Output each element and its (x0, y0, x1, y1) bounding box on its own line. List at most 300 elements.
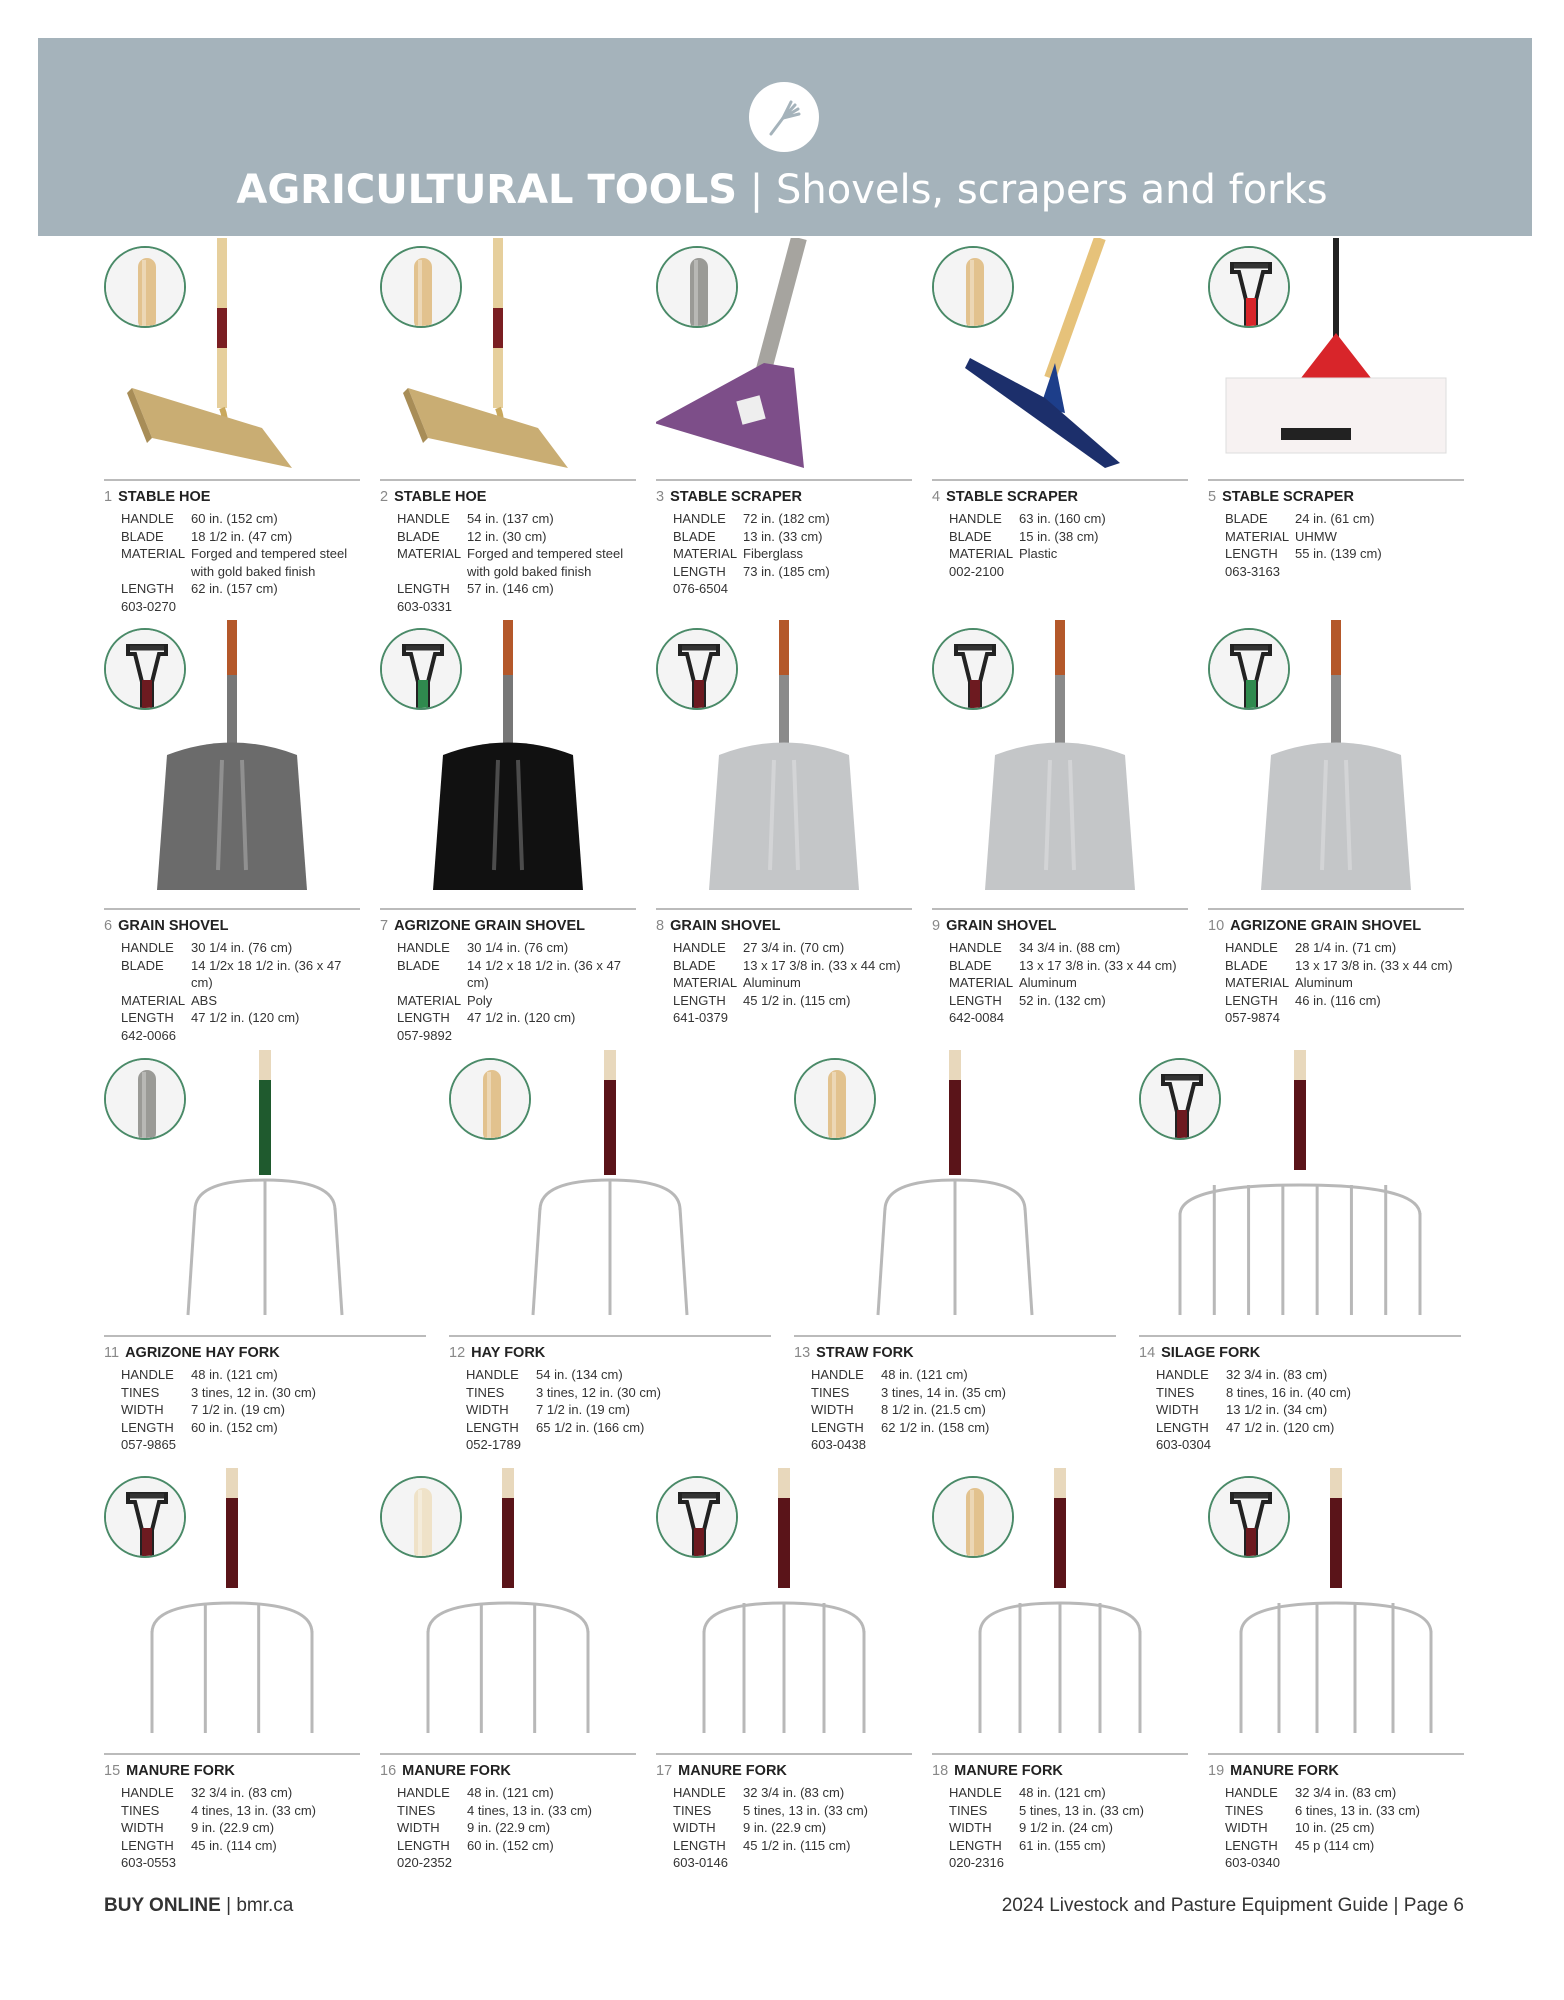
page-number: Page 6 (1403, 1895, 1464, 1916)
spec-value: 32 3/4 in. (83 cm) (743, 1785, 845, 1800)
spec-value: Forged and tempered steel with gold baked finish (191, 546, 348, 579)
divider (449, 1335, 771, 1337)
spec-value: 48 in. (121 cm) (191, 1367, 278, 1382)
spec-value: 4 tines, 13 in. (33 cm) (191, 1802, 316, 1818)
spec-label: TINES (673, 1802, 712, 1818)
spec-label: LENGTH (121, 581, 174, 597)
spec-label: LENGTH (397, 1837, 450, 1853)
spec-row (466, 1366, 706, 1384)
spec-row (466, 1419, 706, 1437)
product-title (104, 1345, 280, 1361)
product-title (104, 1763, 235, 1779)
spec-value: Fiberglass (743, 546, 803, 562)
product-name: STRAW FORK (816, 1345, 914, 1361)
spec-list (673, 510, 913, 598)
spec-row (949, 545, 1189, 563)
spec-row (121, 1419, 361, 1437)
spec-label: WIDTH (466, 1402, 509, 1418)
spec-list (949, 1784, 1189, 1872)
handle-swatch (104, 1476, 186, 1558)
product-title (1139, 1345, 1260, 1361)
spec-row (673, 974, 913, 992)
spec-value: 60 in. (152 cm) (467, 1837, 554, 1853)
product-card[interactable] (1208, 1468, 1464, 1873)
spec-value: 14 1/2 x 18 1/2 in. (36 x 47 cm) (467, 957, 621, 991)
product-sku: 603-0438 (811, 1437, 866, 1453)
product-number: 9 (932, 918, 941, 934)
handle-swatch (104, 246, 186, 328)
spec-label: BLADE (949, 957, 992, 973)
spec-value: 62 1/2 in. (158 cm) (881, 1419, 990, 1435)
spec-value: 13 in. (33 cm) (743, 528, 823, 544)
divider (1139, 1335, 1461, 1337)
spec-label: HANDLE (397, 1785, 450, 1800)
spec-value: 6 tines, 13 in. (33 cm) (1295, 1802, 1420, 1818)
handle-swatch (1208, 246, 1290, 328)
spec-row (1156, 1401, 1396, 1419)
spec-row (466, 1401, 706, 1419)
product-name: AGRIZONE HAY FORK (125, 1345, 280, 1361)
spec-list (121, 1366, 361, 1454)
spec-label: TINES (466, 1384, 505, 1400)
spec-value: 15 in. (38 cm) (1019, 528, 1099, 544)
section-title: AGRICULTURAL TOOLS (236, 167, 738, 213)
product-name: GRAIN SHOVEL (118, 918, 229, 934)
spec-row (673, 1802, 913, 1820)
spec-value: 13 x 17 3/8 in. (33 x 44 cm) (743, 957, 901, 973)
spec-label: LENGTH (121, 1010, 174, 1026)
spec-label: LENGTH (811, 1419, 864, 1435)
spec-row (1225, 957, 1465, 975)
spec-label: HANDLE (121, 1367, 174, 1382)
divider (104, 908, 360, 910)
divider (656, 1753, 912, 1755)
product-card[interactable] (104, 238, 360, 614)
product-name: MANURE FORK (402, 1763, 511, 1779)
spec-label: MATERIAL (121, 992, 186, 1008)
spec-row (673, 545, 913, 563)
divider (656, 479, 912, 481)
spec-label: MATERIAL (397, 992, 462, 1008)
spec-label: HANDLE (121, 1785, 174, 1800)
divider (656, 908, 912, 910)
spec-row (121, 939, 361, 957)
product-card[interactable] (656, 620, 912, 1028)
product-card[interactable] (794, 1050, 1116, 1455)
spec-row (1225, 528, 1465, 546)
product-card[interactable] (104, 1050, 426, 1455)
spec-label: BLADE (397, 957, 440, 973)
divider (1208, 479, 1464, 481)
product-name: GRAIN SHOVEL (670, 918, 781, 934)
spec-label: BLADE (673, 528, 716, 544)
divider (104, 479, 360, 481)
spec-row (1225, 1784, 1465, 1802)
spec-list (397, 939, 637, 1045)
spec-row (1156, 1366, 1396, 1384)
spec-label: WIDTH (949, 1820, 992, 1836)
spec-list (811, 1366, 1051, 1454)
product-number: 4 (932, 489, 941, 505)
spec-row (121, 510, 361, 528)
spec-value: 5 tines, 13 in. (33 cm) (1019, 1802, 1144, 1818)
spec-value: 8 1/2 in. (21.5 cm) (881, 1402, 986, 1418)
spec-value: 4 tines, 13 in. (33 cm) (467, 1802, 592, 1818)
spec-list (949, 510, 1189, 580)
product-number: 1 (104, 489, 113, 505)
divider (932, 479, 1188, 481)
spec-row (949, 510, 1189, 528)
footer-separator: | (226, 1895, 232, 1916)
divider (380, 1753, 636, 1755)
spec-row (121, 992, 361, 1010)
spec-value: 24 in. (61 cm) (1295, 511, 1375, 526)
spec-value: 7 1/2 in. (19 cm) (191, 1402, 285, 1418)
spec-label: BLADE (949, 528, 992, 544)
spec-row (673, 563, 913, 581)
spec-row (397, 510, 637, 528)
product-card[interactable] (449, 1050, 771, 1455)
spec-row (397, 1784, 637, 1802)
product-name: STABLE SCRAPER (946, 489, 1078, 505)
product-sku: 057-9874 (1225, 1010, 1280, 1026)
spec-row (673, 957, 913, 975)
spec-value: 3 tines, 12 in. (30 cm) (191, 1384, 316, 1400)
product-title (932, 489, 1078, 505)
product-title (794, 1345, 914, 1361)
product-name: STABLE SCRAPER (1222, 489, 1354, 505)
spec-label: HANDLE (121, 511, 174, 526)
spec-row (1225, 974, 1465, 992)
product-card[interactable] (1208, 620, 1464, 1028)
spec-label: BLADE (673, 957, 716, 973)
product-sku: 642-0084 (949, 1010, 1004, 1026)
spec-label: HANDLE (673, 1785, 726, 1800)
spec-value: 10 in. (25 cm) (1295, 1820, 1375, 1836)
product-name: MANURE FORK (678, 1763, 787, 1779)
product-name: AGRIZONE GRAIN SHOVEL (1230, 918, 1422, 934)
spec-row (466, 1384, 706, 1402)
handle-swatch (1208, 1476, 1290, 1558)
spec-row (673, 939, 913, 957)
product-card[interactable] (1208, 238, 1464, 599)
spec-label: BLADE (121, 957, 164, 973)
spec-value: 47 1/2 in. (120 cm) (1226, 1419, 1335, 1435)
spec-row (673, 1837, 913, 1855)
spec-row (673, 1784, 913, 1802)
product-title (380, 489, 486, 505)
spec-value: 54 in. (137 cm) (467, 511, 554, 526)
product-number: 2 (380, 489, 389, 505)
product-number: 7 (380, 918, 389, 934)
spec-row (949, 957, 1189, 975)
spec-row (121, 580, 361, 598)
spec-label: MATERIAL (949, 975, 1014, 991)
product-card[interactable] (380, 238, 636, 614)
spec-list (397, 510, 637, 616)
product-sku: 603-0146 (673, 1855, 728, 1871)
spec-row (121, 1009, 361, 1027)
spec-label: HANDLE (949, 940, 1002, 955)
spec-row (1225, 1837, 1465, 1855)
spec-label: HANDLE (673, 511, 726, 526)
spec-label: TINES (121, 1384, 160, 1400)
product-name: MANURE FORK (126, 1763, 235, 1779)
product-sku: 020-2352 (397, 1855, 452, 1871)
spec-label: HANDLE (1156, 1367, 1209, 1382)
spec-row (121, 1819, 361, 1837)
spec-value: 9 1/2 in. (24 cm) (1019, 1820, 1113, 1836)
page-title (0, 165, 1564, 215)
spec-label: MATERIAL (949, 546, 1014, 562)
product-number: 12 (449, 1345, 466, 1361)
spec-row (397, 957, 637, 992)
spec-label: LENGTH (949, 1837, 1002, 1853)
spec-row (1225, 1802, 1465, 1820)
spec-row (121, 1784, 361, 1802)
spec-value: 13 x 17 3/8 in. (33 x 44 cm) (1019, 957, 1177, 973)
product-sku: 020-2316 (949, 1855, 1004, 1871)
spec-row (811, 1401, 1051, 1419)
handle-swatch (932, 246, 1014, 328)
spec-label: HANDLE (397, 511, 450, 526)
product-title (1208, 918, 1421, 934)
spec-value: 9 in. (22.9 cm) (743, 1820, 827, 1836)
spec-label: WIDTH (811, 1402, 854, 1418)
spec-value: 9 in. (22.9 cm) (191, 1820, 275, 1836)
handle-swatch (380, 246, 462, 328)
spec-row (121, 1802, 361, 1820)
spec-value: 12 in. (30 cm) (467, 528, 547, 544)
product-number: 13 (794, 1345, 811, 1361)
spec-value: 45 1/2 in. (115 cm) (743, 992, 851, 1008)
product-name: SILAGE FORK (1161, 1345, 1261, 1361)
footer-buy-online (104, 1895, 293, 1917)
website-link[interactable]: bmr.ca (236, 1895, 294, 1916)
spec-row (1225, 992, 1465, 1010)
spec-value: 30 1/4 in. (76 cm) (467, 940, 569, 955)
divider (104, 1753, 360, 1755)
spec-row (673, 528, 913, 546)
spec-label: MATERIAL (397, 546, 462, 562)
product-card[interactable] (1139, 1050, 1461, 1455)
spec-row (121, 1366, 361, 1384)
product-number: 19 (1208, 1763, 1225, 1779)
spec-label: LENGTH (673, 992, 726, 1008)
spec-label: TINES (1225, 1802, 1264, 1818)
spec-value: 52 in. (132 cm) (1019, 992, 1106, 1008)
spec-label: BLADE (397, 528, 440, 544)
spec-row (121, 957, 361, 992)
handle-swatch (104, 1058, 186, 1140)
spec-value: Poly (467, 992, 493, 1008)
divider (1208, 908, 1464, 910)
spec-row (121, 1837, 361, 1855)
spec-value: 32 3/4 in. (83 cm) (1295, 1785, 1397, 1800)
product-card[interactable] (932, 238, 1188, 599)
product-card[interactable] (380, 620, 636, 1043)
product-sku: 057-9865 (121, 1437, 176, 1453)
product-name: HAY FORK (471, 1345, 546, 1361)
spec-row (949, 974, 1189, 992)
spec-value: 47 1/2 in. (120 cm) (191, 1010, 300, 1026)
product-card[interactable] (104, 1468, 360, 1873)
spec-value: 45 1/2 in. (115 cm) (743, 1837, 851, 1853)
spec-value: 54 in. (134 cm) (536, 1367, 623, 1382)
product-sku: 641-0379 (673, 1010, 728, 1026)
spec-value: 47 1/2 in. (120 cm) (467, 1010, 576, 1026)
spec-label: LENGTH (1225, 1837, 1278, 1853)
spec-row (1225, 1819, 1465, 1837)
spec-label: LENGTH (397, 1010, 450, 1026)
spec-row (673, 510, 913, 528)
product-number: 17 (656, 1763, 673, 1779)
product-name: MANURE FORK (954, 1763, 1063, 1779)
product-number: 10 (1208, 918, 1225, 934)
spec-label: WIDTH (673, 1820, 716, 1836)
spec-list (673, 939, 913, 1027)
spec-label: WIDTH (1156, 1402, 1199, 1418)
buy-online-label: BUY ONLINE (104, 1895, 221, 1916)
product-number: 11 (104, 1345, 120, 1361)
spec-value: 45 p (114 cm) (1295, 1837, 1375, 1853)
product-number: 6 (104, 918, 113, 934)
product-sku: 002-2100 (949, 563, 1004, 579)
spec-value: 8 tines, 16 in. (40 cm) (1226, 1384, 1351, 1400)
spec-label: LENGTH (121, 1419, 174, 1435)
spec-row (949, 939, 1189, 957)
spec-row (397, 545, 637, 580)
spec-list (1225, 1784, 1465, 1872)
spec-list (466, 1366, 706, 1454)
spec-label: TINES (121, 1802, 160, 1818)
spec-value: 60 in. (152 cm) (191, 1419, 278, 1435)
product-title (932, 918, 1056, 934)
divider (380, 908, 636, 910)
handle-swatch (1139, 1058, 1221, 1140)
product-title (656, 918, 780, 934)
handle-swatch (380, 1476, 462, 1558)
product-name: MANURE FORK (1230, 1763, 1339, 1779)
spec-row (811, 1419, 1051, 1437)
spec-label: HANDLE (673, 940, 726, 955)
product-card[interactable] (104, 620, 360, 1043)
spec-value: 3 tines, 14 in. (35 cm) (881, 1384, 1006, 1400)
spec-row (121, 1384, 361, 1402)
spec-list (121, 939, 361, 1045)
spec-row (1225, 510, 1465, 528)
spec-label: HANDLE (466, 1367, 519, 1382)
product-card[interactable] (380, 1468, 636, 1873)
spec-value: 73 in. (185 cm) (743, 563, 830, 579)
spec-list (397, 1784, 637, 1872)
product-sku: 603-0340 (1225, 1855, 1280, 1871)
spec-label: BLADE (121, 528, 164, 544)
divider (794, 1335, 1116, 1337)
spec-value: Aluminum (1019, 975, 1077, 991)
product-card[interactable] (656, 238, 912, 599)
product-sku: 603-0304 (1156, 1437, 1211, 1453)
spec-row (397, 939, 637, 957)
spec-value: 48 in. (121 cm) (467, 1785, 554, 1800)
divider (1208, 1753, 1464, 1755)
spec-value: 9 in. (22.9 cm) (467, 1820, 551, 1836)
product-title (449, 1345, 545, 1361)
spec-value: 34 3/4 in. (88 cm) (1019, 940, 1121, 955)
spec-value: 28 1/4 in. (71 cm) (1295, 940, 1397, 955)
spec-list (673, 1784, 913, 1872)
spec-row (949, 528, 1189, 546)
product-number: 8 (656, 918, 665, 934)
spec-label: LENGTH (1225, 546, 1278, 562)
spec-value: 18 1/2 in. (47 cm) (191, 528, 293, 544)
handle-swatch (794, 1058, 876, 1140)
spec-list (121, 1784, 361, 1872)
spec-value: Aluminum (743, 975, 801, 991)
product-title (104, 489, 210, 505)
product-number: 5 (1208, 489, 1217, 505)
product-title (656, 1763, 787, 1779)
product-title (380, 1763, 511, 1779)
spec-list (121, 510, 361, 616)
spec-label: HANDLE (397, 940, 450, 955)
spec-value: 13 1/2 in. (34 cm) (1226, 1402, 1328, 1418)
title-separator: | (749, 167, 764, 213)
product-sku: 063-3163 (1225, 563, 1280, 579)
spec-value: 45 in. (114 cm) (191, 1837, 277, 1853)
product-name: GRAIN SHOVEL (946, 918, 1057, 934)
spec-row (673, 1819, 913, 1837)
spec-label: LENGTH (397, 581, 450, 597)
spec-row (949, 992, 1189, 1010)
divider (104, 1335, 426, 1337)
spec-value: Aluminum (1295, 975, 1353, 991)
spec-value: Forged and tempered steel with gold baked finish (467, 546, 624, 579)
spec-label: MATERIAL (673, 975, 738, 991)
spec-row (121, 528, 361, 546)
spec-label: HANDLE (811, 1367, 864, 1382)
spec-value: 46 in. (116 cm) (1295, 992, 1381, 1008)
product-sku: 057-9892 (397, 1027, 452, 1043)
spec-label: LENGTH (673, 563, 726, 579)
handle-swatch (104, 628, 186, 710)
spec-row (811, 1366, 1051, 1384)
spec-value: 72 in. (182 cm) (743, 511, 830, 526)
product-title (1208, 1763, 1339, 1779)
product-card[interactable] (932, 620, 1188, 1028)
handle-swatch (380, 628, 462, 710)
spec-row (1225, 939, 1465, 957)
product-name: AGRIZONE GRAIN SHOVEL (394, 918, 586, 934)
guide-title: 2024 Livestock and Pasture Equipment Guide (1001, 1895, 1389, 1916)
spec-row (397, 1802, 637, 1820)
handle-swatch (932, 1476, 1014, 1558)
spec-value: 27 3/4 in. (70 cm) (743, 940, 845, 955)
spec-label: WIDTH (121, 1820, 164, 1836)
spec-row (949, 1802, 1189, 1820)
spec-label: TINES (397, 1802, 436, 1818)
product-card[interactable] (932, 1468, 1188, 1873)
product-name: STABLE HOE (118, 489, 211, 505)
spec-label: WIDTH (121, 1402, 164, 1418)
spec-value: 60 in. (152 cm) (191, 511, 278, 526)
pitchfork-icon (749, 82, 819, 152)
spec-label: LENGTH (673, 1837, 726, 1853)
spec-label: HANDLE (949, 511, 1002, 526)
product-sku: 642-0066 (121, 1027, 176, 1043)
spec-row (949, 1784, 1189, 1802)
product-card[interactable] (656, 1468, 912, 1873)
